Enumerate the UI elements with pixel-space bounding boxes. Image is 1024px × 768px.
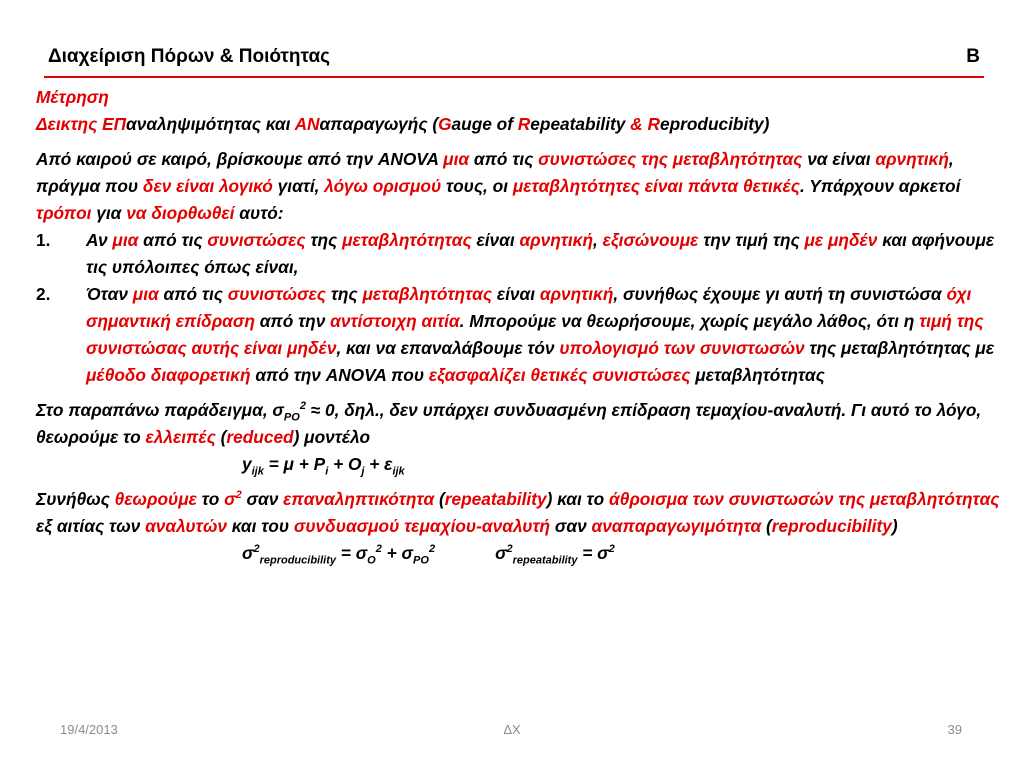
- superscript: 2: [253, 543, 260, 556]
- subtitle-part: &: [630, 114, 643, 134]
- superscript: 2: [428, 543, 436, 556]
- text-run: ) μοντέλο: [293, 427, 371, 447]
- slide-content: [36, 84, 1011, 567]
- text-run: ): [891, 516, 898, 536]
- content-subtitle: [36, 111, 1011, 138]
- list-number: 2.: [36, 284, 51, 304]
- text-run: αρνητική: [539, 284, 614, 304]
- text-run: αυτό:: [234, 203, 284, 223]
- text-run: τρόποι: [36, 203, 92, 223]
- superscript: 2: [299, 400, 306, 413]
- text-run: και αφήνουμε τις υπόλοιπες όπως είναι,: [86, 230, 995, 277]
- text-run: Όταν: [86, 284, 133, 304]
- text-run: συνιστώσες: [207, 230, 306, 250]
- subtitle-part: αναληψιμότητας και: [126, 114, 295, 134]
- text-run: ≈ 0, δηλ., δεν υπάρχει συνδυασμένη επίδραση τεμαχίου-αναλυτή. Γι αυτό το λόγο, θεωρούμε το: [36, 400, 982, 447]
- text-run: μια: [132, 284, 159, 304]
- subtitle-part: απαραγωγής (: [319, 114, 439, 134]
- text-run: από τις: [158, 284, 228, 304]
- text-run: δεν είναι λογικό: [142, 176, 273, 196]
- paragraph-definitions: [36, 486, 1011, 540]
- slide-title: Διαχείριση Πόρων & Ποιότητας: [48, 46, 331, 67]
- text-run: επαναληπτικότητα: [283, 489, 435, 509]
- text-run: και του: [226, 516, 294, 536]
- page-number: 39: [947, 722, 962, 737]
- text-run: (: [215, 427, 227, 447]
- text-run: repeatability: [444, 489, 547, 509]
- text-run: από την: [254, 311, 331, 331]
- text-run: να διορθωθεί: [126, 203, 235, 223]
- subscript: j: [361, 465, 365, 478]
- variance-equations: [36, 540, 1011, 567]
- text-run: (: [761, 516, 772, 536]
- section-label: B: [966, 46, 980, 67]
- subtitle-part: G: [438, 114, 452, 134]
- text-run: , πράγμα που: [36, 149, 954, 196]
- text-run: αρνητική: [875, 149, 949, 169]
- text-run: από την ANOVA που: [250, 365, 429, 385]
- text-run: είναι: [471, 230, 520, 250]
- eq-part: = μ + P: [263, 454, 326, 474]
- eq-part: = σ: [336, 543, 368, 563]
- text-run: μια: [112, 230, 139, 250]
- superscript: 2: [608, 543, 615, 556]
- text-run: reduced: [226, 427, 294, 447]
- subscript: i: [325, 465, 329, 478]
- text-run: αναπαραγωγιμότητα: [591, 516, 762, 536]
- text-run: θεωρούμε: [114, 489, 197, 509]
- text-run: ) και το: [546, 489, 609, 509]
- footer-author: ΔΧ: [503, 722, 521, 737]
- subscript: ijk: [392, 465, 405, 478]
- subtitle-part: ΑΝ: [294, 114, 320, 134]
- eq-part: σ: [495, 543, 507, 563]
- text-run: εξασφαλίζει θετικές συνιστώσες: [428, 365, 691, 385]
- eq-part: = σ: [577, 543, 609, 563]
- subscript: repeatability: [512, 554, 578, 567]
- numbered-list: [36, 227, 1011, 389]
- text-run: με μηδέν: [804, 230, 878, 250]
- header-divider: [44, 76, 984, 78]
- text-run: της: [326, 284, 363, 304]
- text-run: της μεταβλητότητας με: [804, 338, 995, 358]
- text-run: μια: [443, 149, 470, 169]
- text-run: αντίστοιχη αιτία: [330, 311, 460, 331]
- model-equation: [36, 451, 1011, 478]
- text-run: . Υπάρχουν αρκετοί: [799, 176, 961, 196]
- text-run: από τις: [138, 230, 208, 250]
- subtitle-part: R: [647, 114, 660, 134]
- subtitle-part: epeatability: [530, 114, 631, 134]
- subscript: reproducibility: [259, 554, 336, 567]
- text-run: υπολογισμό των συνιστωσών: [559, 338, 805, 358]
- eq-part: σ: [242, 543, 254, 563]
- text-run: τους, οι: [441, 176, 513, 196]
- subtitle-part: eproducibity): [659, 114, 770, 134]
- eq-part: + O: [328, 454, 362, 474]
- list-number: 1.: [36, 230, 51, 250]
- text-run: ελλειπές: [145, 427, 216, 447]
- text-run: Συνήθως: [36, 489, 115, 509]
- text-run: αρνητική: [519, 230, 593, 250]
- text-run: της: [305, 230, 343, 250]
- text-run: σαν: [241, 489, 284, 509]
- superscript: 2: [235, 489, 242, 502]
- text-run: μεταβλητότητας: [362, 284, 493, 304]
- eq-part: + ε: [364, 454, 393, 474]
- subscript: PO: [413, 554, 429, 567]
- text-run: μεταβλητότητας: [690, 365, 825, 385]
- text-run: εξ αιτίας των: [36, 516, 146, 536]
- text-run: (: [434, 489, 445, 509]
- text-run: την τιμή της: [698, 230, 805, 250]
- text-run: λόγω ορισμού: [324, 176, 442, 196]
- text-run: μεταβλητότητας: [342, 230, 472, 250]
- text-run: reproducibility: [771, 516, 892, 536]
- text-run: συνιστώσες: [227, 284, 327, 304]
- text-run: από τις: [469, 149, 539, 169]
- superscript: 2: [375, 543, 382, 556]
- paragraph-reduced-model: [36, 397, 1011, 451]
- slide-header: [44, 40, 984, 78]
- text-run: Από καιρού σε καιρό, βρίσκουμε από την ANOVA: [36, 149, 444, 169]
- text-run: είναι: [492, 284, 540, 304]
- text-run: αναλυτών: [145, 516, 227, 536]
- text-run: για: [91, 203, 127, 223]
- subscript: ijk: [251, 465, 264, 478]
- text-run: γιατί,: [272, 176, 325, 196]
- text-run: άθροισμα των συνιστωσών της μεταβλητότητας: [608, 489, 1000, 509]
- text-run: εξισώνουμε: [602, 230, 699, 250]
- eq-part: y: [242, 454, 252, 474]
- subscript: PO: [283, 411, 300, 424]
- text-run: σ: [224, 489, 236, 509]
- content-heading: Μέτρηση: [36, 87, 109, 107]
- text-run: , και να επαναλάβουμε τόν: [336, 338, 560, 358]
- text-run: συνδυασμού τεμαχίου-αναλυτή: [293, 516, 551, 536]
- text-run: ,: [593, 230, 603, 250]
- text-run: όχι σημαντική επίδραση: [86, 284, 972, 331]
- text-run: μεταβλητότητες είναι πάντα θετικές: [512, 176, 800, 196]
- text-run: . Μπορούμε να θεωρήσουμε, χωρίς μεγάλο λάθος, ότι η: [459, 311, 920, 331]
- text-run: Στο παραπάνω παράδειγμα, σ: [36, 400, 284, 420]
- subtitle-part: R: [517, 114, 531, 134]
- text-run: μέθοδο διαφορετική: [86, 365, 251, 385]
- text-run: σαν: [550, 516, 592, 536]
- superscript: 2: [506, 543, 513, 556]
- text-run: το: [196, 489, 225, 509]
- eq-part: + σ: [381, 543, 414, 563]
- text-run: , συνήθως έχουμε γι αυτή τη συνιστώσα: [613, 284, 947, 304]
- subscript: O: [367, 554, 376, 567]
- text-run: συνιστώσες της μεταβλητότητας: [538, 149, 803, 169]
- paragraph-negative-components: [36, 146, 1011, 227]
- list-item: [36, 227, 1011, 281]
- text-run: να είναι: [802, 149, 876, 169]
- text-run: Αν: [86, 230, 113, 250]
- slide-footer: [0, 722, 1024, 746]
- subtitle-part: Δεικτης ΕΠ: [36, 114, 127, 134]
- subtitle-part: auge of: [451, 114, 518, 134]
- footer-date: 19/4/2013: [60, 722, 118, 737]
- text-run: τιμή της συνιστώσας αυτής είναι μηδέν: [86, 311, 984, 358]
- list-item: [36, 281, 1011, 389]
